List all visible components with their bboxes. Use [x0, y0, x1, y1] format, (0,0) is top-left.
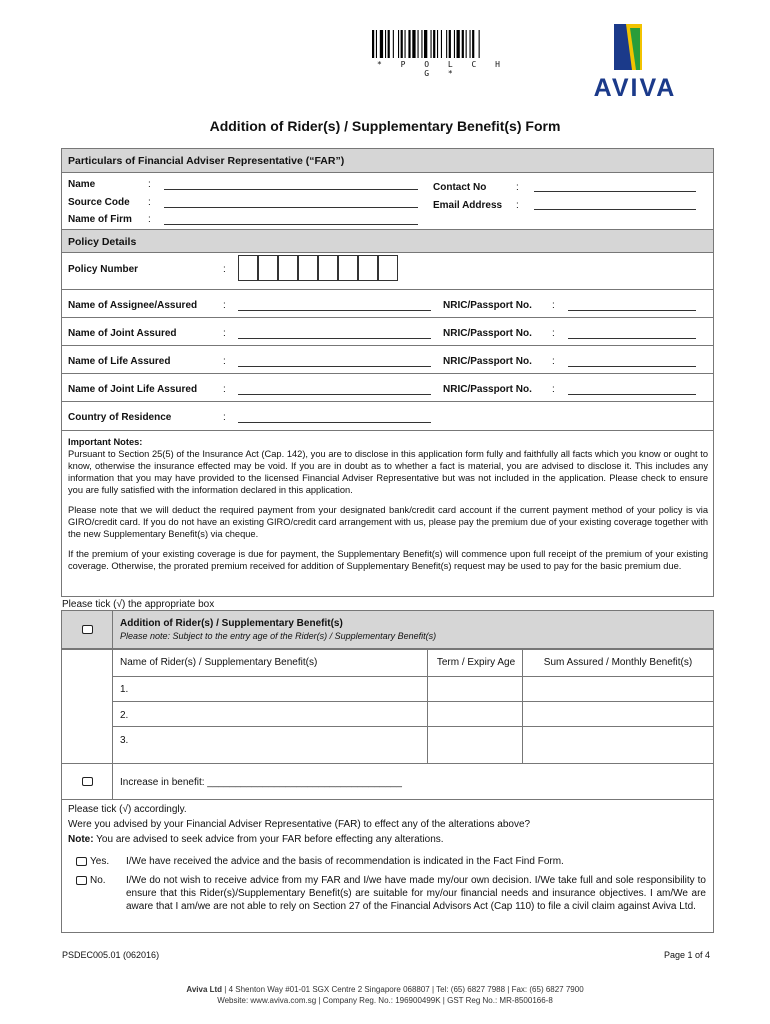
- tick-instruction: Please tick (√) the appropriate box: [62, 599, 215, 610]
- add-rider-note: Please note: Subject to the entry age of the Rider(s) / Supplementary Benefit(s): [120, 631, 437, 641]
- rider-row-number: 2.: [120, 710, 129, 721]
- add-rider-title: Addition of Rider(s) / Supplementary Benefit(s): [120, 618, 343, 629]
- assignee-field[interactable]: [238, 310, 431, 311]
- far-email-label: Email Address: [433, 200, 503, 211]
- company-address: Aviva Ltd | 4 Shenton Way #01-01 SGX Centre 2 Singapore 068807 | Tel: (65) 6827 7988 | Fax: (65) 6827 7900: [186, 985, 584, 994]
- increase-benefit-checkbox[interactable]: [82, 777, 93, 786]
- col-term: Term / Expiry Age: [436, 657, 516, 668]
- notes-paragraph: If the premium of your existing coverage is due for payment, the Supplementary Benefit(s) will commence upon full receipt of the premium of your existing coverage. Otherwise, the prorated premium received for addition of Supplementary Benefit(s) request may be used to pay for the basic premium due.: [68, 549, 708, 571]
- joint-assured-field[interactable]: [238, 338, 431, 339]
- policy-number-digit[interactable]: [298, 255, 318, 281]
- policy-number-label: Policy Number: [68, 264, 139, 275]
- assignee-nric-label: NRIC/Passport No.: [443, 300, 532, 311]
- far-name-field[interactable]: [164, 189, 418, 190]
- joint-life-assured-nric-field[interactable]: [568, 394, 696, 395]
- joint-assured-label: Name of Joint Assured: [68, 328, 177, 339]
- policy-number-digit[interactable]: [338, 255, 358, 281]
- important-notes: [68, 436, 708, 580]
- far-firm-field[interactable]: [164, 224, 418, 225]
- life-assured-field[interactable]: [238, 366, 431, 367]
- notes-paragraph: Pursuant to Section 25(5) of the Insurance Act (Cap. 142), you are to disclose in this application form fully and faithfully all facts which you know or ought to know, otherwise the insurance effected may be void. If you are in doubt as to whether a fact is material, you are advised to disclose it. This includes any information that you may have provided to the licensed Financial Adviser Representative but was not included in the application. Please check to ensure you are fully satisfied with the information declared in this application.: [68, 449, 708, 495]
- form-title: Addition of Rider(s) / Supplementary Benefit(s) Form: [209, 118, 561, 134]
- far-contact-label: Contact No: [433, 182, 487, 193]
- rider-row-number: 3.: [120, 735, 129, 746]
- advice-yes-checkbox[interactable]: [76, 857, 87, 866]
- policy-number-digit[interactable]: [358, 255, 378, 281]
- company-website: Website: www.aviva.com.sg | Company Reg. No.: 196900499K | GST Reg No.: MR-8500166-8: [217, 996, 553, 1005]
- notes-paragraph: Please note that we will deduct the required payment from your designated bank/credit card account if the current payment method of your policy is via GIRO/credit card. If you do not have an existing GIRO/credit card arrangement with us, please pay the premium due of your existing coverage together with the new Supplementary Benefit(s) via cheque.: [68, 505, 708, 539]
- increase-benefit-label: Increase in benefit: ___________________________________: [120, 777, 402, 788]
- life-assured-nric-label: NRIC/Passport No.: [443, 356, 532, 367]
- life-assured-nric-field[interactable]: [568, 366, 696, 367]
- far-contact-field[interactable]: [534, 191, 696, 192]
- far-name-label: Name: [68, 179, 96, 190]
- notes-heading: Important Notes:: [68, 437, 143, 447]
- advice-no-text: I/We do not wish to receive advice from my FAR and I/we have made my/our own decision. I/We take full and sole responsibility to ensure that this Rider(s)/Supplementary Benefit(s) are suitable for my/our financial needs and insurance objectives. I am/We are aware that I am/we are not able to rely on Section 27 of the Financial Advisors Act (Cap 110) to file a civil claim against Aviva Ltd.: [126, 875, 706, 912]
- joint-assured-nric-field[interactable]: [568, 338, 696, 339]
- advice-question: Were you advised by your Financial Adviser Representative (FAR) to effect any of the alterations above?: [68, 819, 531, 830]
- aviva-wordmark: AVIVA: [593, 74, 677, 102]
- advice-yes-label: Yes.: [90, 856, 110, 867]
- far-heading: Particulars of Financial Adviser Representative (“FAR”): [62, 149, 713, 173]
- policy-heading: Policy Details: [62, 229, 713, 253]
- col-sum-assured: Sum Assured / Monthly Benefit(s): [543, 657, 693, 668]
- riders-table: [61, 610, 714, 800]
- policy-number-digit[interactable]: [258, 255, 278, 281]
- add-rider-checkbox[interactable]: [82, 625, 93, 634]
- policy-number-digit[interactable]: [238, 255, 258, 281]
- advice-tick-instruction: Please tick (√) accordingly.: [68, 804, 187, 815]
- riders-table-header: [62, 611, 713, 649]
- policy-number-digit[interactable]: [318, 255, 338, 281]
- far-policy-section: Particulars of Financial Adviser Representative (“FAR”) Name : Source Code : Name of Firm : Contact No : Email Address : Policy Details Policy Number : Name of Assignee/Assured : NRIC/Passport No. : Name of Joint Assured : NRIC/Passport No. : Name of Life Assured : NRIC/Passport No. : Name of Joint Life Assured : NRIC/Passport No. : Country of Residence : Important Notes: Pursuant to Section 25(5) of the Insurance Act (Cap. 142), you are to disclose in this application form fully and faithfully all facts which you know or ought to know, otherwise the insurance effected may be void. If you are in doubt as to whether a fact is material, you are advised to disclose it. This includes any information that you may have provided to the licensed Financial Adviser Representative but was not included in the application. Please check to ensure you are fully satisfied with the information declared in this application. Please note that we will deduct the required payment from your designated bank/credit card account if the current payment method of your policy is via GIRO/credit card. If you do not have an existing GIRO/credit card arrangement with us, please pay the premium due of your existing coverage together with the new Supplementary Benefit(s) via cheque. If the premium of your existing coverage is due for payment, the Supplementary Benefit(s) will commence upon full receipt of the premium of your existing coverage. Otherwise, the prorated premium received for addition of Supplementary Benefit(s) request may be used to pay for the basic premium due.: [61, 148, 714, 597]
- barcode: [372, 30, 512, 58]
- advice-yes-text: I/We have received the advice and the basis of recommendation is indicated in the Fact Find Form.: [126, 856, 564, 867]
- joint-life-assured-field[interactable]: [238, 394, 431, 395]
- policy-number-digit[interactable]: [378, 255, 398, 281]
- far-firm-label: Name of Firm: [68, 214, 132, 225]
- assignee-nric-field[interactable]: [568, 310, 696, 311]
- joint-life-assured-nric-label: NRIC/Passport No.: [443, 384, 532, 395]
- advice-no-label: No.: [90, 875, 106, 886]
- country-field[interactable]: [238, 422, 431, 423]
- col-rider-name: Name of Rider(s) / Supplementary Benefit(s): [120, 657, 318, 668]
- form-code: PSDEC005.01 (062016): [62, 950, 160, 960]
- joint-life-assured-label: Name of Joint Life Assured: [68, 384, 198, 395]
- far-source-code-field[interactable]: [164, 207, 418, 208]
- policy-number-digit[interactable]: [278, 255, 298, 281]
- barcode-text: * P O L C H G *: [377, 60, 507, 78]
- advice-note: Note: You are advised to seek advice from your FAR before effecting any alterations.: [68, 834, 444, 845]
- advice-section: [61, 800, 714, 933]
- advice-no-checkbox[interactable]: [76, 876, 87, 885]
- far-email-field[interactable]: [534, 209, 696, 210]
- rider-row-number: 1.: [120, 684, 129, 695]
- life-assured-label: Name of Life Assured: [68, 356, 171, 367]
- assignee-label: Name of Assignee/Assured: [68, 300, 198, 311]
- far-source-code-label: Source Code: [68, 197, 130, 208]
- page-number: Page 1 of 4: [663, 950, 710, 960]
- joint-assured-nric-label: NRIC/Passport No.: [443, 328, 532, 339]
- country-label: Country of Residence: [68, 412, 172, 423]
